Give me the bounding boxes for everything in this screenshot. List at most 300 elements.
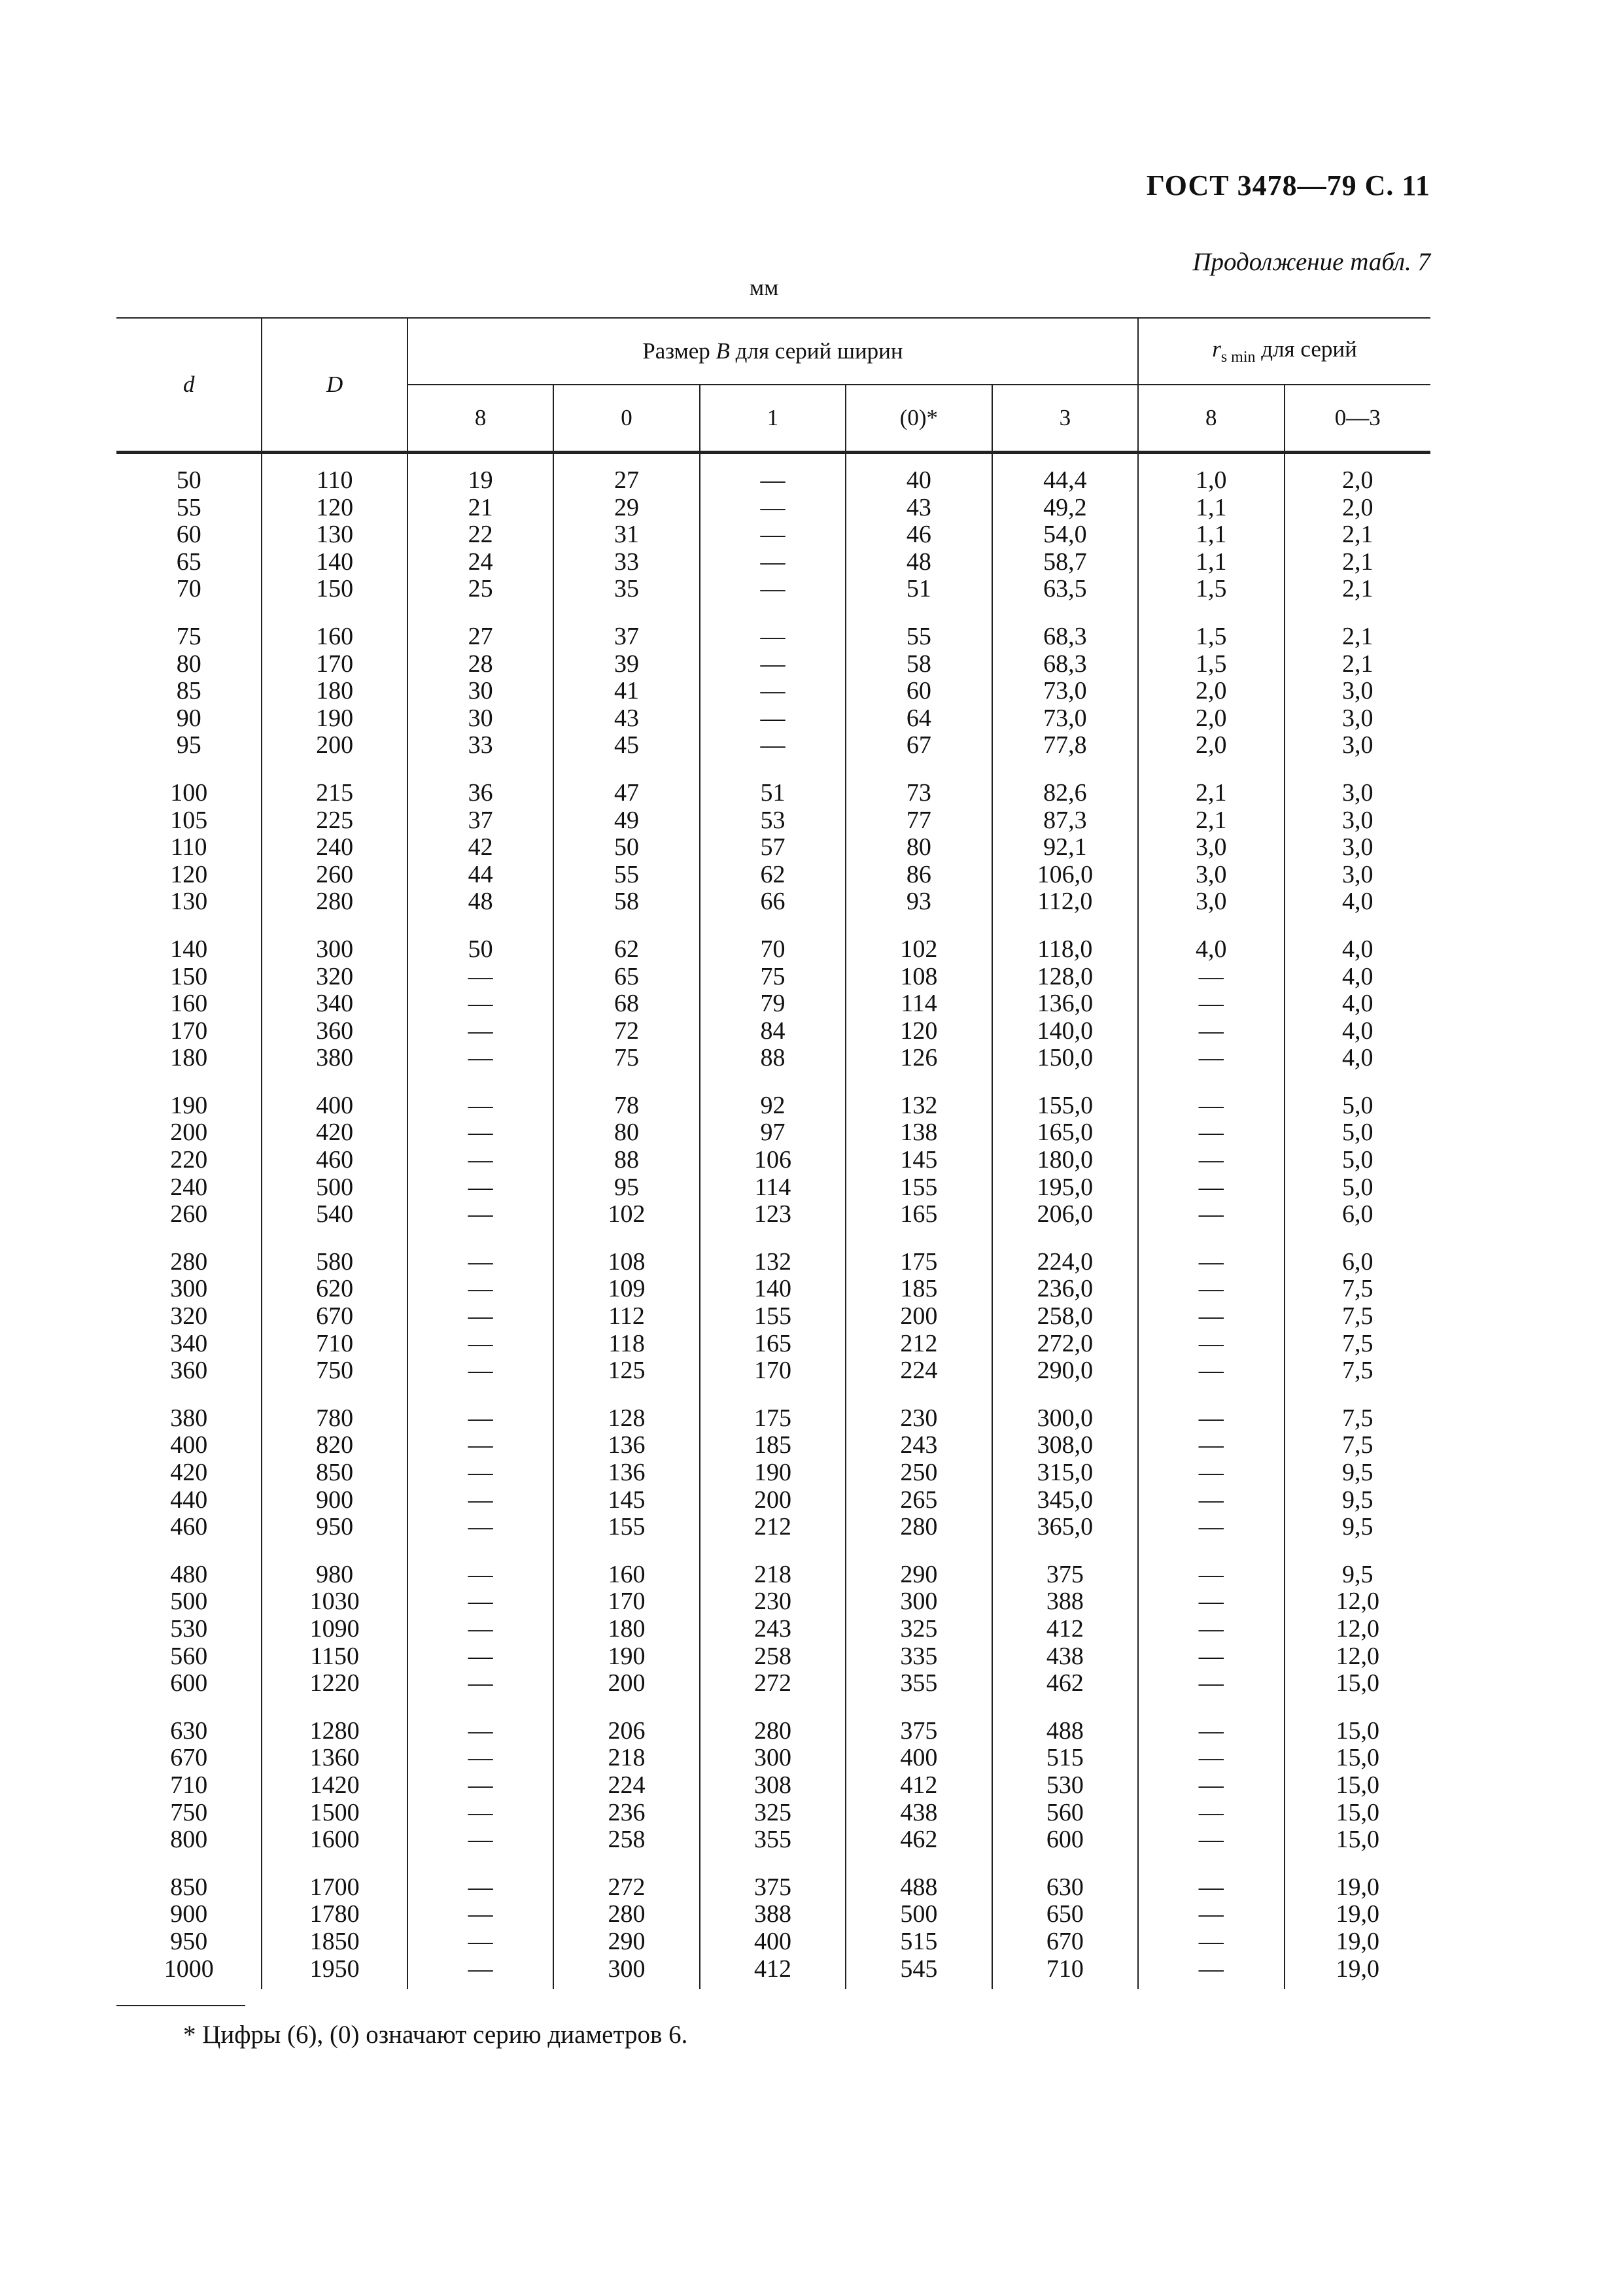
table-row [116,1174,1430,1202]
table-header [116,318,1430,453]
table-cell: 530 [170,1614,208,1643]
table-cell: 55 [846,603,992,651]
table-cell: — [407,1331,553,1358]
table-cell: 710 [170,1771,208,1799]
table-cell: 7,5 [1285,1276,1431,1303]
table-cell: 5,0 [1285,1174,1431,1202]
table-cell: 80 [176,650,201,678]
table-row [116,759,1430,807]
table-cell: 9,5 [1285,1514,1431,1541]
table-cell: — [1138,1901,1284,1928]
table-cell: 90 [176,704,201,732]
table-cell: 5,0 [1285,1119,1431,1147]
table-cell: — [407,1045,553,1072]
table-cell: 243 [846,1432,992,1459]
bearing-dimensions-table-container [116,317,1430,1989]
table-cell: — [1138,1303,1284,1331]
table-cell: 130 [170,888,208,916]
table-cell: 1360 [262,1745,407,1772]
table-cell: 345,0 [992,1487,1138,1514]
table-cell: 120 [846,1018,992,1045]
table-cell: 47 [553,759,699,807]
table-cell: — [1138,990,1284,1018]
table-cell: 165 [700,1331,846,1358]
table-cell: 7,5 [1285,1385,1431,1433]
table-cell: 280 [846,1514,992,1541]
table-cell: — [700,732,846,759]
table-cell: 58 [846,651,992,678]
bearing-dimensions-table [116,317,1430,1989]
table-row [116,651,1430,678]
table-cell: 130 [262,521,407,549]
table-cell: 128,0 [992,964,1138,991]
table-cell: 412 [700,1956,846,1990]
table-cell: 300 [553,1956,699,1990]
table-cell: 240 [262,834,407,861]
table-cell: 37 [407,807,553,835]
table-cell: 48 [407,888,553,916]
table-cell: 60 [176,521,201,549]
table-cell: 488 [846,1854,992,1902]
table-cell: 400 [262,1072,407,1120]
table-cell: 190 [700,1459,846,1487]
table-cell: 185 [700,1432,846,1459]
table-cell: 48 [846,549,992,576]
table-cell: 224,0 [992,1228,1138,1276]
table-cell: 3,0 [1285,759,1431,807]
table-cell: 6,0 [1285,1201,1431,1228]
table-cell: 29 [553,495,699,522]
table-cell: 78 [553,1072,699,1120]
table-cell: 710 [992,1956,1138,1990]
table-cell: 66 [700,888,846,916]
table-cell: 224 [553,1772,699,1800]
table-cell: 300 [700,1745,846,1772]
table-cell: 170 [553,1588,699,1616]
table-cell: 82,6 [992,759,1138,807]
table-cell: 160 [553,1541,699,1589]
table-cell: — [1138,1826,1284,1854]
table-cell: 300 [170,1275,208,1303]
table-cell: 1,5 [1138,651,1284,678]
table-cell: 36 [407,759,553,807]
table-cell: 290,0 [992,1357,1138,1385]
table-cell: 300 [262,916,407,964]
table-row [116,603,1430,651]
table-row [116,1228,1430,1276]
table-cell: 1220 [262,1670,407,1697]
table-cell: 145 [846,1147,992,1174]
table-cell: 7,5 [1285,1331,1431,1358]
table-cell: 128 [553,1385,699,1433]
group-header-width-B [407,318,1138,385]
table-cell: — [407,1072,553,1120]
table-cell: 85 [176,677,201,705]
table-cell: 114 [846,990,992,1018]
table-cell: — [1138,1201,1284,1228]
table-cell: 15,0 [1285,1772,1431,1800]
table-cell: 280 [553,1901,699,1928]
table-row [116,521,1430,549]
table-cell: 57 [700,834,846,861]
sub-header-6: 0—3 [1285,385,1431,453]
table-cell: 1500 [262,1800,407,1827]
table-cell: — [407,1018,553,1045]
table-cell: 230 [846,1385,992,1433]
table-cell: 175 [846,1228,992,1276]
table-cell: 280 [700,1697,846,1745]
table-cell: 106 [700,1147,846,1174]
table-cell: 86 [846,861,992,889]
table-row [116,1697,1430,1745]
table-cell: 220 [170,1146,208,1174]
table-cell: 225 [262,807,407,835]
table-cell: — [407,1432,553,1459]
table-cell: 355 [700,1826,846,1854]
table-cell: 3,0 [1138,888,1284,916]
table-cell: 15,0 [1285,1826,1431,1854]
table-cell: — [407,1772,553,1800]
table-cell: 88 [700,1045,846,1072]
table-cell: 49,2 [992,495,1138,522]
table-cell: 300 [846,1588,992,1616]
table-cell: 108 [553,1228,699,1276]
table-cell: 380 [262,1045,407,1072]
table-cell: 24 [407,549,553,576]
table-cell: 185 [846,1276,992,1303]
table-cell: 230 [700,1588,846,1616]
table-cell: 3,0 [1138,834,1284,861]
table-cell: — [1138,1357,1284,1385]
table-cell: 800 [170,1826,208,1854]
table-cell: 272 [553,1854,699,1902]
table-cell: — [407,1303,553,1331]
table-cell: 75 [553,1045,699,1072]
table-row [116,705,1430,733]
table-cell: 138 [846,1119,992,1147]
table-cell: 5,0 [1285,1072,1431,1120]
table-cell: 400 [700,1928,846,1956]
table-row [116,1772,1430,1800]
table-cell: 265 [846,1487,992,1514]
table-cell: — [1138,1487,1284,1514]
table-cell: 325 [700,1800,846,1827]
table-row [116,1045,1430,1072]
table-cell: — [1138,1670,1284,1697]
table-cell: 63,5 [992,576,1138,603]
table-cell: 25 [407,576,553,603]
table-cell: 180 [262,678,407,705]
table-cell: 50 [553,834,699,861]
table-cell: 200 [170,1119,208,1147]
table-cell: — [407,1357,553,1385]
table-cell: 630 [992,1854,1138,1902]
table-cell: 19,0 [1285,1928,1431,1956]
table-cell: 15,0 [1285,1745,1431,1772]
table-cell: 2,1 [1285,549,1431,576]
group-header-width-B-prefix: Размер [642,338,716,364]
table-cell: 114 [700,1174,846,1202]
table-cell: 2,1 [1138,759,1284,807]
table-cell: 218 [553,1745,699,1772]
table-cell: 97 [700,1119,846,1147]
table-cell: 136 [553,1432,699,1459]
table-row [116,1018,1430,1045]
group-header-r-symbol: r [1212,336,1221,362]
table-cell: 9,5 [1285,1541,1431,1589]
table-cell: 670 [262,1303,407,1331]
table-cell: 360 [170,1357,208,1385]
footnote: * Цифры (6), (0) означают серию диаметров 6. [183,2021,688,2049]
table-cell: 49 [553,807,699,835]
table-cell: 4,0 [1285,888,1431,916]
table-row [116,1357,1430,1385]
table-cell: 750 [262,1357,407,1385]
table-cell: — [1138,1459,1284,1487]
table-cell: 400 [170,1431,208,1459]
table-cell: 750 [170,1798,208,1826]
table-cell: 55 [553,861,699,889]
table-cell: 1150 [262,1643,407,1671]
group-header-r-suffix: для серий [1255,336,1357,362]
table-row [116,990,1430,1018]
table-cell: 150 [170,962,208,990]
table-cell: 180 [170,1044,208,1072]
table-cell: 420 [170,1459,208,1486]
table-cell: 100 [170,778,208,807]
table-cell: 165 [846,1201,992,1228]
table-continuation-label: Продолжение табл. 7 [1192,248,1430,276]
col-header-D: D [262,318,407,453]
table-cell: 120 [262,495,407,522]
table-cell: 3,0 [1138,861,1284,889]
table-cell: 515 [992,1745,1138,1772]
table-cell: 1600 [262,1826,407,1854]
table-cell: 600 [170,1669,208,1697]
table-cell: 44 [407,861,553,889]
table-cell: — [407,1147,553,1174]
table-cell: 218 [700,1541,846,1589]
table-cell: 87,3 [992,807,1138,835]
table-cell: 21 [407,495,553,522]
table-cell: 19 [407,453,553,495]
table-cell: 132 [846,1072,992,1120]
table-row [116,964,1430,991]
table-cell: 7,5 [1285,1432,1431,1459]
table-row [116,1745,1430,1772]
table-cell: 95 [553,1174,699,1202]
table-cell: 320 [170,1302,208,1331]
table-cell: 462 [992,1670,1138,1697]
table-cell: 272 [700,1670,846,1697]
table-cell: 215 [262,759,407,807]
table-cell: 9,5 [1285,1459,1431,1487]
table-cell: 1,0 [1138,453,1284,495]
table-cell: 2,0 [1285,495,1431,522]
table-body [116,453,1430,1990]
table-cell: 224 [846,1357,992,1385]
table-row [116,1385,1430,1433]
table-cell: 412 [992,1616,1138,1643]
table-cell: 170 [262,651,407,678]
sub-header-4: 3 [992,385,1138,453]
table-row [116,1956,1430,1990]
table-cell: — [407,1201,553,1228]
group-header-width-B-suffix: для серий ширин [729,338,903,364]
table-cell: 630 [170,1716,208,1745]
table-cell: 460 [262,1147,407,1174]
table-cell: — [1138,1045,1284,1072]
table-cell: 170 [170,1017,208,1045]
table-cell: 4,0 [1285,990,1431,1018]
table-cell: — [700,549,846,576]
table-cell: 4,0 [1285,1018,1431,1045]
table-cell: 15,0 [1285,1670,1431,1697]
table-cell: 340 [170,1329,208,1357]
table-row [116,1119,1430,1147]
table-cell: — [1138,1772,1284,1800]
table-row [116,1459,1430,1487]
table-cell: 140 [700,1276,846,1303]
table-cell: 155,0 [992,1072,1138,1120]
table-cell: 4,0 [1285,1045,1431,1072]
table-cell: 19,0 [1285,1854,1431,1902]
table-cell: — [407,964,553,991]
table-cell: — [1138,1588,1284,1616]
table-cell: 60 [846,678,992,705]
table-cell: 190 [170,1091,208,1119]
table-cell: 46 [846,521,992,549]
table-cell: 72 [553,1018,699,1045]
table-cell: 600 [992,1826,1138,1854]
table-cell: 1,5 [1138,603,1284,651]
table-cell: 4,0 [1285,916,1431,964]
table-cell: — [700,651,846,678]
table-cell: 70 [176,575,201,603]
group-header-chamfer-r [1138,318,1430,385]
table-cell: 335 [846,1643,992,1671]
table-row [116,888,1430,916]
table-row [116,576,1430,603]
table-cell: 480 [170,1560,208,1588]
table-cell: 240 [170,1173,208,1201]
table-cell: — [700,453,846,495]
table-cell: 850 [170,1873,208,1901]
table-row [116,1514,1430,1541]
table-cell: 650 [992,1901,1138,1928]
table-cell: 73 [846,759,992,807]
table-cell: 12,0 [1285,1616,1431,1643]
table-cell: 15,0 [1285,1800,1431,1827]
table-cell: 2,0 [1138,705,1284,733]
table-cell: 462 [846,1826,992,1854]
table-cell: 195,0 [992,1174,1138,1202]
table-cell: 500 [262,1174,407,1202]
sub-header-5: 8 [1138,385,1284,453]
table-cell: 1280 [262,1697,407,1745]
table-cell: 360 [262,1018,407,1045]
table-cell: 670 [992,1928,1138,1956]
table-cell: 102 [846,916,992,964]
table-cell: 51 [700,759,846,807]
table-cell: 19,0 [1285,1956,1431,1990]
table-row [116,1331,1430,1358]
table-cell: 7,5 [1285,1303,1431,1331]
table-cell: 112 [553,1303,699,1331]
table-cell: — [407,1643,553,1671]
table-cell: 165,0 [992,1119,1138,1147]
table-cell: 850 [262,1459,407,1487]
table-cell: 50 [407,916,553,964]
table-cell: 560 [992,1800,1138,1827]
table-cell: — [1138,1174,1284,1202]
table-cell: — [407,1119,553,1147]
table-cell: 58,7 [992,549,1138,576]
table-row [116,1303,1430,1331]
table-cell: 27 [407,603,553,651]
table-cell: 28 [407,651,553,678]
table-cell: 1850 [262,1928,407,1956]
table-cell: 140,0 [992,1018,1138,1045]
table-row [116,807,1430,835]
table-cell: 212 [700,1514,846,1541]
table-cell: 110 [170,833,207,861]
table-cell: 37 [553,603,699,651]
table-cell: 77,8 [992,732,1138,759]
table-cell: — [407,1487,553,1514]
table-cell: 560 [170,1642,208,1670]
table-cell: — [1138,1616,1284,1643]
table-cell: 123 [700,1201,846,1228]
table-cell: — [700,576,846,603]
table-cell: 515 [846,1928,992,1956]
table-row [116,453,1430,495]
table-cell: 950 [170,1927,208,1955]
table-cell: 12,0 [1285,1643,1431,1671]
table-cell: 15,0 [1285,1697,1431,1745]
table-cell: 500 [846,1901,992,1928]
table-cell: 12,0 [1285,1588,1431,1616]
table-cell: 3,0 [1285,678,1431,705]
table-cell: 2,1 [1285,521,1431,549]
table-cell: 4,0 [1285,964,1431,991]
table-cell: 315,0 [992,1459,1138,1487]
table-cell: 92,1 [992,834,1138,861]
table-cell: 236 [553,1800,699,1827]
table-cell: 300,0 [992,1385,1138,1433]
table-cell: — [1138,964,1284,991]
table-cell: 388 [992,1588,1138,1616]
table-cell: 308,0 [992,1432,1138,1459]
table-cell: 62 [553,916,699,964]
table-cell: 340 [262,990,407,1018]
table-cell: 3,0 [1285,861,1431,889]
table-cell: 160 [170,990,208,1018]
table-cell: — [407,1956,553,1990]
table-cell: — [407,1385,553,1433]
table-row [116,732,1430,759]
table-cell: — [1138,1697,1284,1745]
table-cell: — [407,1174,553,1202]
table-cell: 460 [170,1513,208,1541]
table-cell: 440 [170,1486,208,1514]
table-row [116,1541,1430,1589]
table-cell: — [407,1276,553,1303]
table-cell: — [1138,1432,1284,1459]
table-cell: 325 [846,1616,992,1643]
table-row [116,1588,1430,1616]
table-cell: 75 [700,964,846,991]
